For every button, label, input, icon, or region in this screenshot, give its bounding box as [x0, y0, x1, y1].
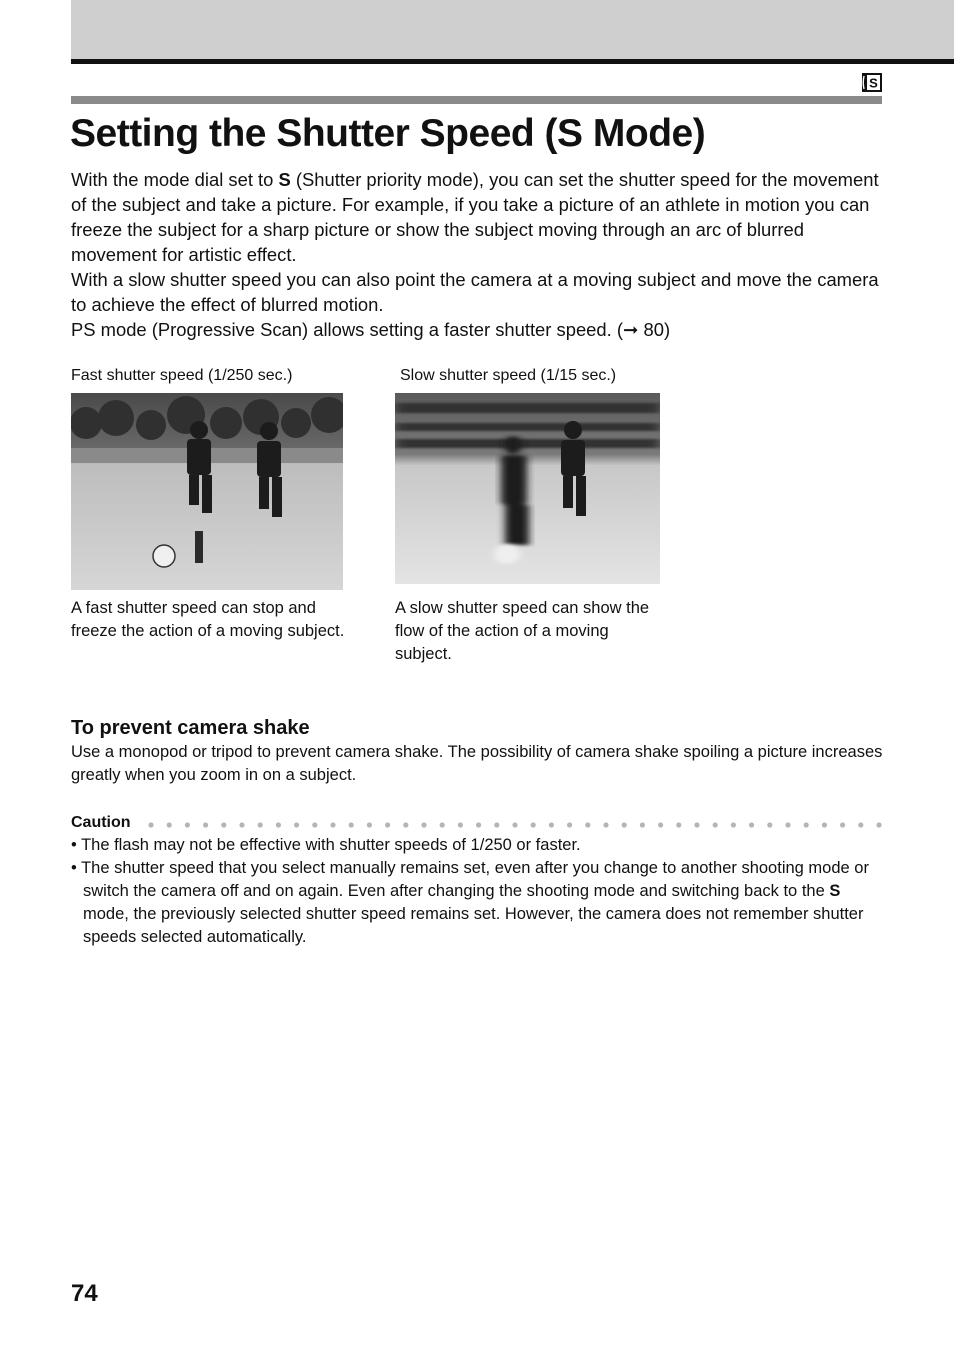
- intro-p1-start: With the mode dial set to: [71, 169, 279, 190]
- caution-dot: [185, 822, 190, 827]
- caution-dot: [785, 822, 790, 827]
- caution-dot: [876, 822, 881, 827]
- shutter-mode-icon: [862, 73, 882, 92]
- intro-text: [71, 167, 891, 342]
- intro-p3-start: PS mode (Progressive Scan) allows setting a faster shutter speed. (: [71, 319, 623, 340]
- caution-dot: [676, 822, 681, 827]
- page-title: [70, 110, 705, 158]
- caution-dot: [367, 822, 372, 827]
- camera-shake-heading: To prevent camera shake: [71, 717, 310, 739]
- intro-paragraph-2: With a slow shutter speed you can also point the camera at a moving subject and move the camera to achieve the effect of blurred motion.: [71, 269, 879, 315]
- caution-dot: [258, 822, 263, 827]
- caution-dot: [694, 822, 699, 827]
- s-mode-glyph: S: [278, 169, 291, 190]
- caution-label: Caution: [71, 814, 131, 831]
- soccer-ball: [494, 544, 520, 564]
- caution-dot: [148, 822, 153, 827]
- caution-dot: [312, 822, 317, 827]
- caution-dot: [403, 822, 408, 827]
- s-mode-glyph: S: [829, 882, 841, 900]
- caution-dot: [713, 822, 718, 827]
- slow-shutter-photo: [395, 393, 660, 584]
- section-rule: [71, 96, 882, 104]
- caution-dot: [804, 822, 809, 827]
- caution-dot: [731, 822, 736, 827]
- caution-dot: [512, 822, 517, 827]
- caution-dot: [167, 822, 172, 827]
- slow-photo-caption: A slow shutter speed can show the flow of the action of a moving subject.: [395, 599, 650, 663]
- caution-dot: [840, 822, 845, 827]
- fast-photo-caption: A fast shutter speed can stop and freeze the action of a moving subject.: [71, 599, 345, 640]
- caution-dot: [421, 822, 426, 827]
- caution-item-2: [71, 857, 886, 949]
- caution-dot: [494, 822, 499, 827]
- intro-p3-ref: 80): [638, 319, 671, 340]
- caution-dot: [440, 822, 445, 827]
- caution-dot: [221, 822, 226, 827]
- caution-dot: [385, 822, 390, 827]
- caution-dot: [203, 822, 208, 827]
- soccer-ball: [153, 545, 175, 567]
- page-title-mode-glyph: S: [557, 112, 583, 155]
- caution-dot: [276, 822, 281, 827]
- caution-dot: [549, 822, 554, 827]
- shutter-mode-icon-letter: S: [869, 75, 878, 91]
- caution-dot: [330, 822, 335, 827]
- header-rule: [71, 59, 954, 64]
- fast-shutter-photo: [71, 393, 343, 590]
- caution-dotted-rule: [146, 820, 886, 830]
- caution-item-1: • The flash may not be effective with shutter speeds of 1/250 or faster.: [71, 836, 581, 854]
- caution-dot: [239, 822, 244, 827]
- fast-photo-label: Fast shutter speed (1/250 sec.): [71, 367, 293, 384]
- caution-dot: [858, 822, 863, 827]
- caution-item-2-start: • The shutter speed that you select manually remains set, even after you change to another shooting mode or switch the camera off and on again. Even after changing the shooting mode and switching back to the: [71, 859, 869, 900]
- caution-dot: [640, 822, 645, 827]
- caution-dot: [603, 822, 608, 827]
- caution-dot: [822, 822, 827, 827]
- caution-dot: [294, 822, 299, 827]
- page-title-text: Setting the Shutter Speed (: [70, 112, 558, 155]
- caution-item-2-rest: mode, the previously selected shutter speed remains set. However, the camera does not remember shutter speeds selected automatically.: [83, 905, 864, 946]
- caution-dot: [749, 822, 754, 827]
- intro-paragraph-3: [71, 317, 891, 342]
- intro-paragraph-1: [71, 167, 891, 267]
- slow-photo-label: Slow shutter speed (1/15 sec.): [400, 367, 617, 384]
- caution-dot: [567, 822, 572, 827]
- caution-dot: [585, 822, 590, 827]
- caution-list: [71, 834, 886, 949]
- caution-dot: [349, 822, 354, 827]
- caution-dot: [458, 822, 463, 827]
- camera-shake-body: Use a monopod or tripod to prevent camera shake. The possibility of camera shake spoiling a picture increases greatly when you zoom in on a subject.: [71, 743, 883, 784]
- page-title-suffix: Mode): [582, 112, 706, 155]
- header-gray-band: [71, 0, 954, 60]
- caution-dot: [476, 822, 481, 827]
- caution-dot: [531, 822, 536, 827]
- arrow-icon: ➞: [622, 319, 639, 340]
- intro-p1-rest: (Shutter priority mode), you can set the shutter speed for the movement of the subject and take a picture. For example, if you take a picture of an athlete in motion you can freeze the subject for a sharp picture or show the subject moving through an arc of blurred movement for artistic effect.: [71, 169, 879, 265]
- caution-dot: [658, 822, 663, 827]
- caution-dot: [767, 822, 772, 827]
- caution-dot: [622, 822, 627, 827]
- page-number: 74: [71, 1280, 98, 1307]
